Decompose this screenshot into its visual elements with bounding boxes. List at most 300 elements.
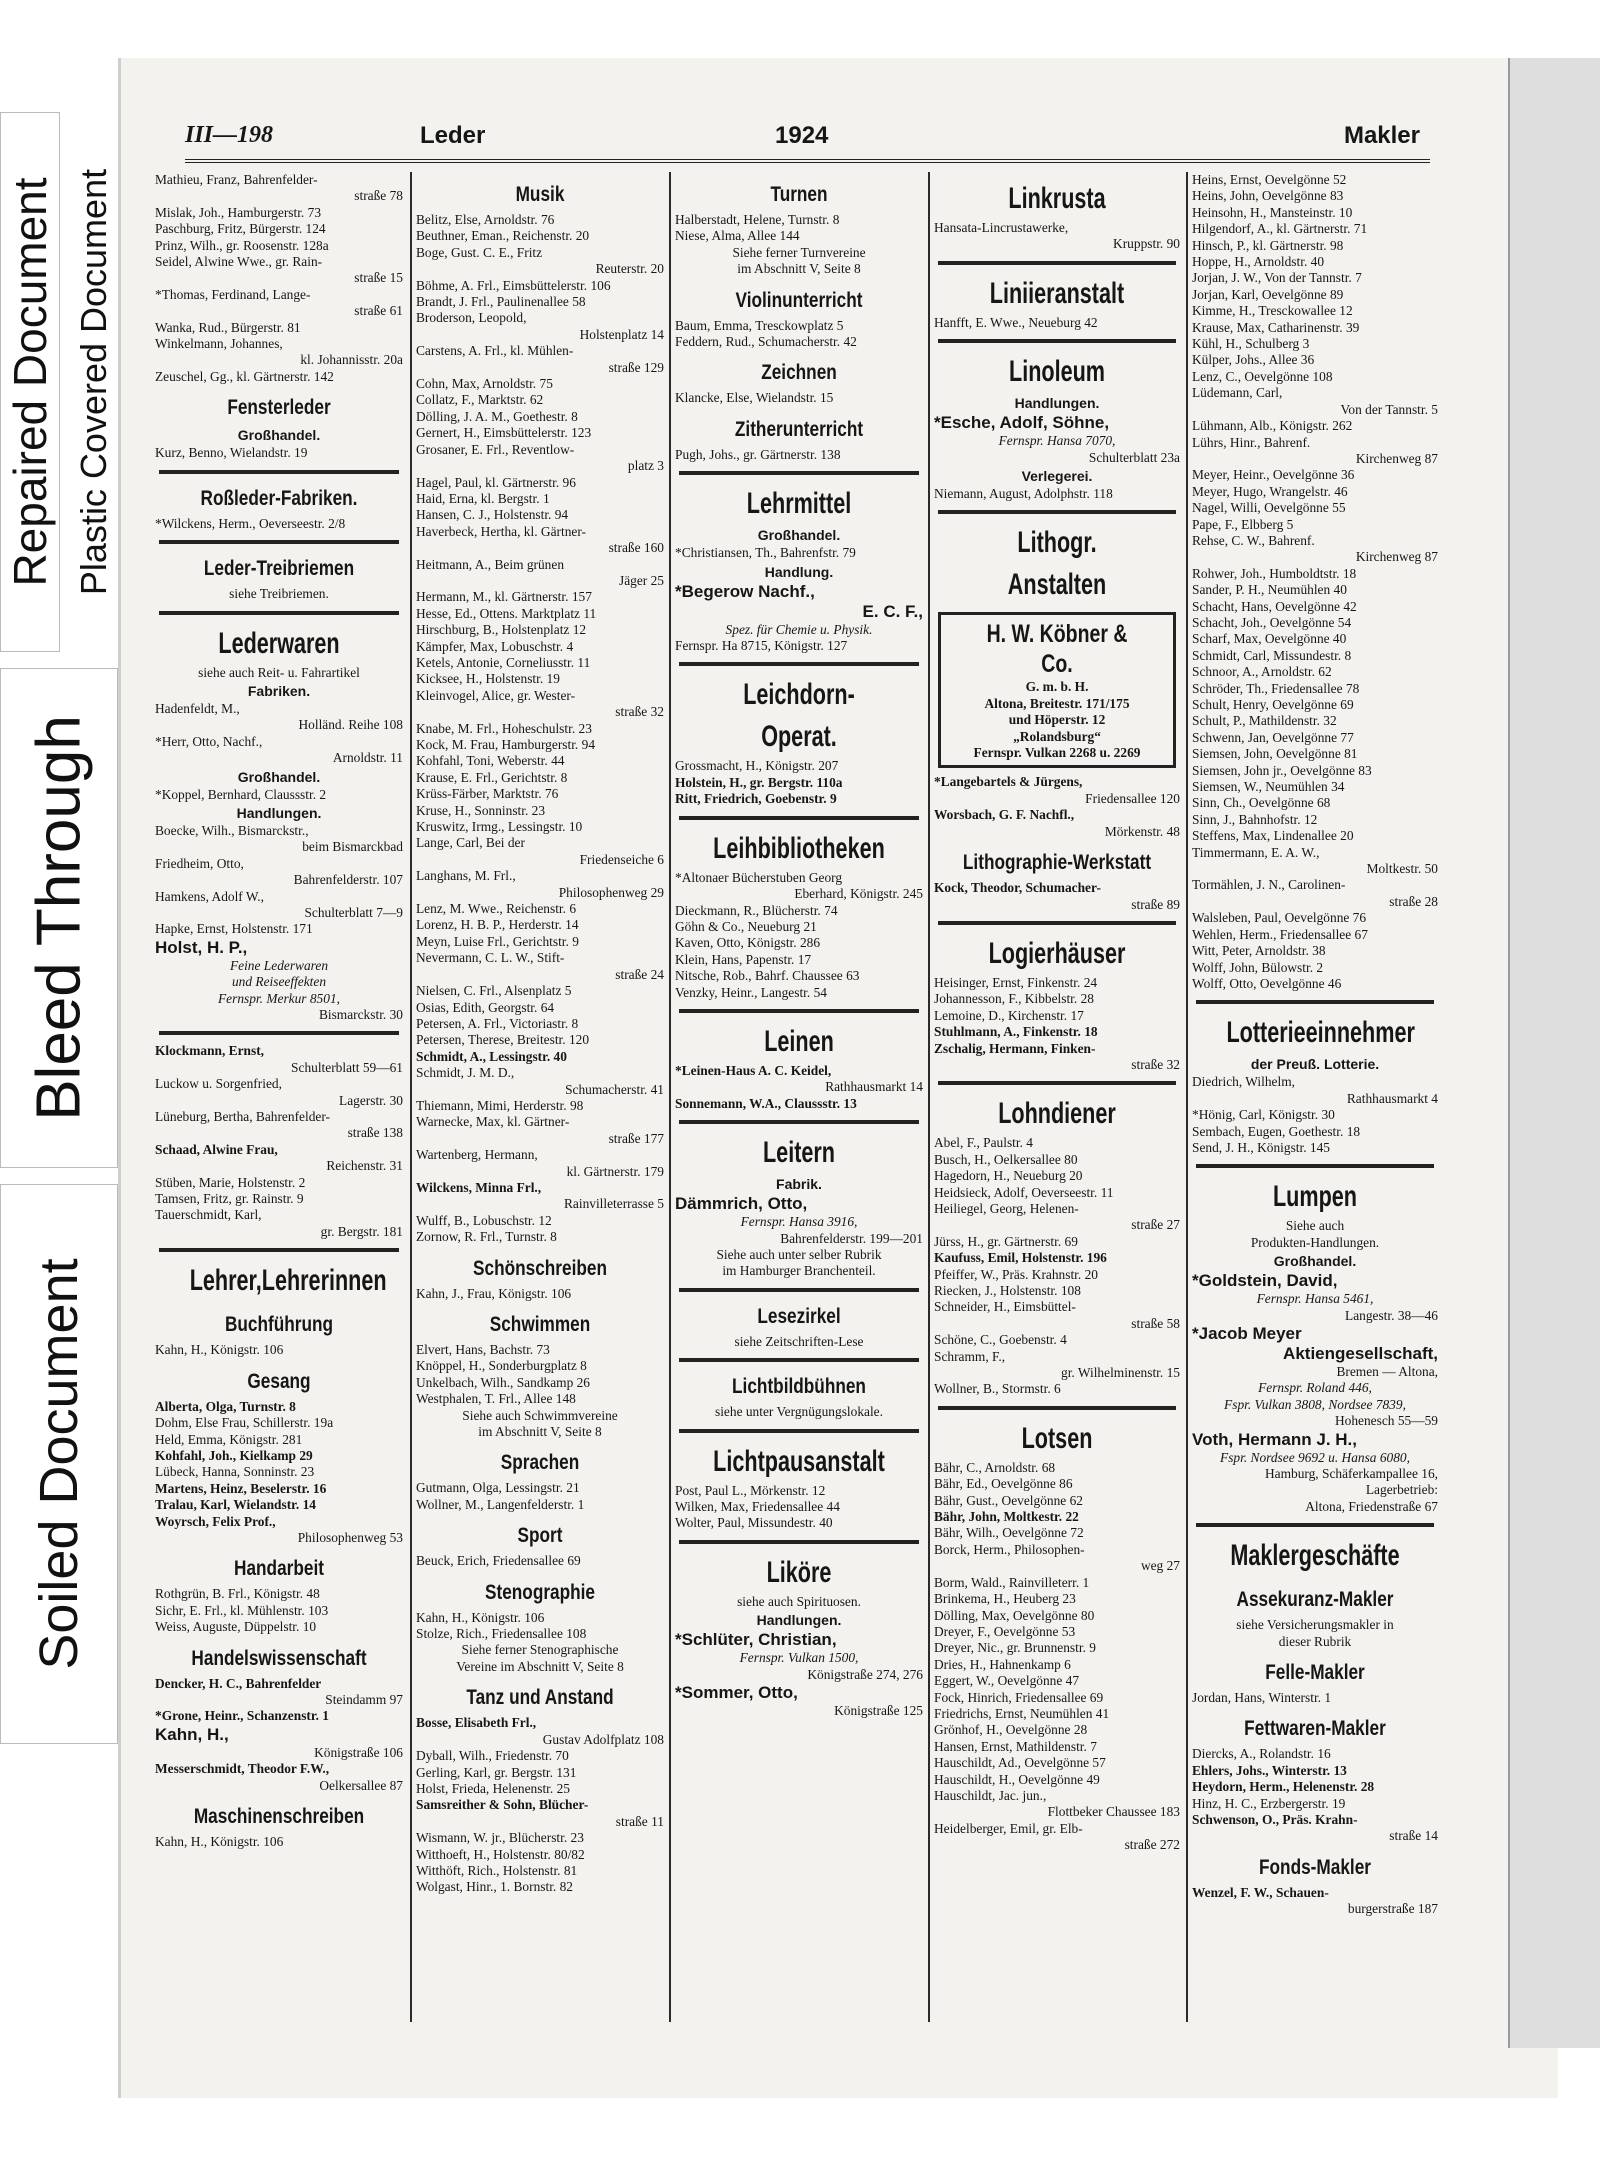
- listing-line-bold: *Langebartels & Jürgens,: [934, 774, 1083, 790]
- listing-continuation: straße 15: [354, 270, 403, 286]
- listing-line: Wollner, M., Langenfelderstr. 1: [416, 1496, 585, 1512]
- listing-line: Witt, Peter, Arnoldstr. 38: [1192, 943, 1326, 959]
- listing-line: Lenz, M. Wwe., Reichenstr. 6: [416, 901, 577, 917]
- listing-line: Nielsen, C. Frl., Alsenplatz 5: [416, 983, 572, 999]
- adjacent-page-edge: [1508, 58, 1600, 2048]
- listing-line: Bähr, Gust., Oevelgönne 62: [934, 1492, 1083, 1508]
- listing-line: Lührs, Hinr., Bahrenf.: [1192, 434, 1311, 450]
- listing-line-bold: Messerschmidt, Theodor F.W.,: [155, 1761, 330, 1777]
- advertisement-line: G. m. b. H.: [1025, 679, 1089, 695]
- column-1: [155, 172, 403, 2024]
- listing-line-bold: Stuhlmann, A., Finkenstr. 18: [934, 1024, 1098, 1040]
- listing-continuation: straße 27: [1131, 1217, 1180, 1233]
- section-heading: Linkrusta: [1008, 182, 1106, 215]
- listing-line: Krause, E. Frl., Gerichtstr. 8: [416, 769, 568, 785]
- section-heading: Lohndiener: [998, 1097, 1116, 1131]
- advertisement-box: [938, 612, 1176, 768]
- listing-line: Gerling, Karl, gr. Bergstr. 131: [416, 1764, 577, 1780]
- section-rule: [679, 662, 919, 666]
- listing-line: Schneider, H., Eimsbüttel-: [934, 1299, 1076, 1315]
- listing-line-bold: *Leinen-Haus A. C. Keidel,: [675, 1062, 832, 1078]
- listing-line: Niemann, August, Adolphstr. 118: [934, 486, 1113, 502]
- note-line: siehe Versicherungsmakler in: [1236, 1617, 1394, 1633]
- listing-line-bold: Tralau, Karl, Wielandstr. 14: [155, 1497, 316, 1513]
- section-heading: Zeichnen: [761, 361, 837, 385]
- subsection-heading: Großhandel.: [757, 527, 841, 544]
- section-heading: Lesezirkel: [757, 1304, 841, 1328]
- listing-line: Diercks, A., Rolandstr. 16: [1192, 1746, 1331, 1762]
- section-rule: [938, 339, 1176, 343]
- header-first-keyword: Leder: [420, 122, 486, 149]
- listing-line: Dölling, Max, Oevelgönne 80: [934, 1607, 1095, 1623]
- subsection-heading: Handlungen.: [236, 804, 322, 821]
- section-rule: [679, 1288, 919, 1292]
- listing-line: Sander, P. H., Neumühlen 40: [1192, 582, 1347, 598]
- listing-line: *Christiansen, Th., Bahrenfstr. 79: [675, 545, 856, 561]
- subsection-heading: Handlungen.: [1014, 395, 1100, 412]
- listing-line: Feddern, Rud., Schumacherstr. 42: [675, 334, 857, 350]
- listing-line: Broderson, Leopold,: [416, 310, 527, 326]
- listing-line: Grossmacht, H., Königstr. 207: [675, 758, 839, 774]
- listing-line: Schramm, F.,: [934, 1348, 1006, 1364]
- listing-continuation: straße 32: [1131, 1056, 1180, 1072]
- column-rule: [410, 172, 412, 2022]
- section-heading: Buchführung: [224, 1313, 334, 1337]
- listing-line: Kaven, Otto, Königstr. 286: [675, 935, 821, 951]
- listing-continuation: Kirchenweg 87: [1355, 450, 1438, 466]
- listing-line: Unkelbach, Wilh., Sandkamp 26: [416, 1374, 591, 1390]
- listing-continuation: Langestr. 38—46: [1345, 1307, 1438, 1323]
- listing-continuation: Oelkersallee 87: [319, 1777, 403, 1793]
- advert-name: *Goldstein, David,: [1192, 1271, 1338, 1291]
- listing-line: Grönhof, H., Oevelgönne 28: [934, 1722, 1088, 1738]
- section-rule: [159, 1031, 399, 1035]
- listing-line: Riecken, J., Holstenstr. 108: [934, 1283, 1081, 1298]
- listing-line: Westphalen, T. Frl., Allee 148: [416, 1391, 576, 1407]
- section-heading: Roßleder-Fabriken.: [200, 486, 358, 510]
- advert-name: Aktiengesellschaft,: [1283, 1343, 1438, 1363]
- listing-line: Hansen, Ernst, Mathildenstr. 7: [934, 1738, 1097, 1754]
- listing-line: Busch, H., Oelkersallee 80: [934, 1151, 1078, 1167]
- listing-line: Osias, Edith, Georgstr. 64: [416, 999, 555, 1015]
- listing-line-bold: Bähr, John, Moltkestr. 22: [934, 1509, 1079, 1525]
- listing-line: Zeuschel, Gg., kl. Gärtnerstr. 142: [155, 368, 334, 384]
- listing-line: Krüss-Färber, Marktstr. 76: [416, 786, 559, 802]
- advert-note: Fernspr. Hansa 5461,: [1256, 1291, 1374, 1307]
- listing-line: Fock, Hinrich, Friedensallee 69: [934, 1689, 1104, 1705]
- listing-continuation: Philosophenweg 29: [558, 884, 664, 900]
- listing-line: Hirschburg, B., Holstenplatz 12: [416, 622, 587, 638]
- listing-continuation: Kruppstr. 90: [1113, 236, 1180, 252]
- section-heading: Leitern: [762, 1136, 836, 1170]
- advert-note: Fernspr. Roland 446,: [1258, 1380, 1372, 1396]
- note-line: im Hamburger Branchenteil.: [722, 1263, 876, 1279]
- listing-line: Hansata-Lincrustawerke,: [934, 220, 1069, 235]
- listing-line: Niese, Alma, Allee 144: [675, 228, 800, 244]
- section-heading: Sprachen: [500, 1451, 580, 1475]
- advert-note: Fernspr. Hansa 7070,: [998, 433, 1116, 449]
- listing-line: Lange, Carl, Bei der: [416, 835, 525, 851]
- listing-line: *Hönig, Carl, Königstr. 30: [1192, 1107, 1335, 1123]
- listing-line: Hagel, Paul, kl. Gärtnerstr. 96: [416, 474, 576, 490]
- listing-line: Venzky, Heinr., Langestr. 54: [675, 984, 827, 1000]
- advert-name: E. C. F.,: [862, 601, 923, 621]
- listing-line: Pape, F., Elbberg 5: [1192, 516, 1294, 532]
- advert-name: *Esche, Adolf, Söhne,: [934, 413, 1110, 433]
- advertisement-line: Fernspr. Vulkan 2268 u. 2269: [973, 745, 1141, 761]
- listing-line: Lemoine, D., Kirchenstr. 17: [934, 1007, 1084, 1023]
- listing-line-bold: Wenzel, F. W., Schauen-: [1192, 1884, 1329, 1900]
- listing-line: Kruswitz, Irmg., Lessingstr. 10: [416, 819, 583, 835]
- section-rule: [1196, 1000, 1434, 1004]
- listing-continuation: Mörkenstr. 48: [1104, 823, 1180, 839]
- section-rule: [938, 921, 1176, 925]
- listing-line: Walsleben, Paul, Oevelgönne 76: [1192, 910, 1367, 926]
- listing-line: Heidsieck, Adolf, Oeverseestr. 11: [934, 1184, 1114, 1200]
- section-heading: Fettwaren-Makler: [1244, 1717, 1386, 1741]
- listing-line: Tamsen, Fritz, gr. Rainstr. 9: [155, 1191, 304, 1207]
- section-heading: Logierhäuser: [988, 936, 1126, 970]
- note-line: Vereine im Abschnitt V, Seite 8: [456, 1658, 624, 1674]
- listing-continuation: gr. Bergstr. 181: [320, 1223, 403, 1239]
- listing-line: Hauschildt, H., Oevelgönne 49: [934, 1771, 1100, 1787]
- listing-continuation: Hohenesch 55—59: [1334, 1413, 1438, 1429]
- listing-continuation: Königstraße 274, 276: [807, 1666, 923, 1682]
- section-rule: [679, 816, 919, 820]
- listing-line: Witthöft, Rich., Holstenstr. 81: [416, 1862, 578, 1878]
- section-heading: Lotsen: [1021, 1421, 1093, 1455]
- listing-line: Paschburg, Fritz, Bürgerstr. 124: [155, 221, 326, 237]
- listing-line: Boge, Gust. C. E., Fritz: [416, 244, 543, 260]
- listing-line: Post, Paul L., Mörkenstr. 12: [675, 1482, 826, 1498]
- listing-line: Friedrichs, Ernst, Neumühlen 41: [934, 1705, 1110, 1721]
- listing-line: Külper, Johs., Allee 36: [1192, 352, 1315, 368]
- listing-continuation: straße 138: [347, 1125, 403, 1141]
- listing-line: Knöppel, H., Sonderburgplatz 8: [416, 1358, 587, 1374]
- listing-line: Wolter, Paul, Missundestr. 40: [675, 1515, 833, 1531]
- listing-line: Göhn & Co., Neueburg 21: [675, 918, 817, 934]
- listing-line-bold: Ehlers, Johs., Winterstr. 13: [1192, 1762, 1347, 1778]
- column-3: [675, 172, 923, 2024]
- listing-line: Haid, Erna, kl. Bergstr. 1: [416, 490, 550, 506]
- section-heading: Assekuranz-Makler: [1236, 1588, 1394, 1612]
- section-heading: Lehrer,Lehrerinnen: [189, 1264, 387, 1298]
- listing-line: Kahn, J., Frau, Königstr. 106: [416, 1285, 572, 1301]
- advert-name: Dämmrich, Otto,: [675, 1194, 808, 1214]
- listing-line: Brandt, J. Frl., Paulinenallee 58: [416, 294, 586, 310]
- listing-line: Hermann, M., kl. Gärtnerstr. 157: [416, 589, 592, 605]
- listing-line: Wolff, Otto, Oevelgönne 46: [1192, 975, 1342, 991]
- listing-continuation: straße 89: [1131, 896, 1180, 912]
- section-heading: Lotterieeinnehmer: [1226, 1016, 1415, 1050]
- listing-line: Kicksee, H., Holstenstr. 19: [416, 671, 560, 687]
- advert-name: *Sommer, Otto,: [675, 1683, 798, 1703]
- listing-line: Jürss, H., gr. Gärtnerstr. 69: [934, 1233, 1078, 1249]
- listing-line: Lüneburg, Bertha, Bahrenfelder-: [155, 1109, 330, 1125]
- listing-continuation: Reichenstr. 31: [326, 1158, 403, 1174]
- listing-continuation: straße 78: [354, 188, 403, 204]
- listing-line: Cohn, Max, Arnoldstr. 75: [416, 376, 553, 392]
- section-heading: Schwimmen: [489, 1313, 591, 1336]
- listing-line: Diedrich, Wilhelm,: [1192, 1074, 1295, 1090]
- listing-continuation: weg 27: [1140, 1558, 1180, 1574]
- running-header: [185, 118, 1430, 163]
- listing-line-bold: Worsbach, G. F. Nachfl.,: [934, 807, 1075, 823]
- listing-line: Lüdemann, Carl,: [1192, 385, 1283, 401]
- listing-line: Fernspr. Ha 8715, Königstr. 127: [675, 638, 848, 654]
- listing-line: Hanfft, E. Wwe., Neueburg 42: [934, 314, 1098, 330]
- section-rule: [679, 1009, 919, 1013]
- listing-continuation: Friedenseiche 6: [579, 851, 664, 867]
- listing-continuation: Schulterblatt 23a: [1088, 449, 1180, 465]
- listing-line: Pugh, Johs., gr. Gärtnerstr. 138: [675, 446, 841, 462]
- listing-line: Lorenz, H. B. P., Herderstr. 14: [416, 917, 579, 933]
- note-line: siehe auch Spirituosen.: [737, 1593, 861, 1609]
- section-rule: [679, 1540, 919, 1544]
- advert-name: Kahn, H.,: [155, 1724, 229, 1744]
- listing-continuation: Holstenplatz 14: [579, 326, 664, 342]
- listing-line: Heiliegel, Georg, Helenen-: [934, 1200, 1079, 1216]
- listing-line: Borck, Herm., Philosophen-: [934, 1541, 1085, 1557]
- listing-line: Wulff, B., Lobuschstr. 12: [416, 1212, 552, 1228]
- listing-continuation: Schulterblatt 59—61: [291, 1059, 403, 1075]
- section-heading: Musik: [515, 183, 565, 206]
- listing-line: Hauschildt, Jac. jun.,: [934, 1787, 1047, 1803]
- section-heading: Turnen: [770, 183, 828, 206]
- section-rule: [938, 510, 1176, 514]
- listing-line: Dohm, Else Frau, Schillerstr. 19a: [155, 1415, 334, 1431]
- listing-line: Wehlen, Herm., Friedensallee 67: [1192, 926, 1368, 942]
- listing-continuation: gr. Wilhelminenstr. 15: [1061, 1365, 1180, 1381]
- listing-line: Lenz, C., Oevelgönne 108: [1192, 368, 1333, 384]
- listing-continuation: straße 24: [615, 966, 664, 982]
- subsection-heading: Großhandel.: [237, 427, 321, 444]
- section-heading: Tanz und Anstand: [466, 1686, 614, 1710]
- listing-line-bold: Sonnemann, W.A., Claussstr. 13: [675, 1095, 857, 1111]
- subsection-heading: Großhandel.: [237, 768, 321, 785]
- listing-line: Gutmann, Olga, Lessingstr. 21: [416, 1480, 580, 1496]
- listing-line: Hinz, H. C., Erzbergerstr. 19: [1192, 1795, 1346, 1811]
- listing-line: Baum, Emma, Tresckowplatz 5: [675, 317, 844, 333]
- listing-continuation: Schumacherstr. 41: [565, 1081, 664, 1097]
- listing-line-bold: Bosse, Elisabeth Frl.,: [416, 1715, 537, 1731]
- listing-line: Siemsen, John jr., Oevelgönne 83: [1192, 762, 1372, 778]
- advertisement-line: „Rolandsburg“: [1013, 728, 1101, 744]
- listing-line: Heisinger, Ernst, Finkenstr. 24: [934, 974, 1098, 990]
- listing-line: Hoppe, H., Arnoldstr. 40: [1192, 254, 1325, 270]
- listing-line: Krause, Max, Catharinenstr. 39: [1192, 319, 1360, 335]
- listing-line: Jorjan, Karl, Oevelgönne 89: [1192, 286, 1344, 302]
- listing-line: Heins, Ernst, Oevelgönne 52: [1192, 172, 1347, 187]
- listing-line: Dreyer, F., Oevelgönne 53: [934, 1623, 1076, 1639]
- listing-line: *Koppel, Bernhard, Claussstr. 2: [155, 786, 327, 802]
- listing-line: Sichr, E. Frl., kl. Mühlenstr. 103: [155, 1602, 329, 1618]
- section-rule: [159, 1248, 399, 1252]
- advert-name: Holst, H. P.,: [155, 937, 248, 957]
- section-rule: [679, 471, 919, 475]
- listing-continuation: Kirchenweg 87: [1355, 549, 1438, 565]
- section-heading: Maklergeschäfte: [1230, 1539, 1400, 1573]
- listing-line: Klancke, Else, Wielandstr. 15: [675, 390, 834, 406]
- listing-continuation: kl. Gärtnerstr. 179: [566, 1163, 664, 1179]
- listing-line: Kahn, H., Königstr. 106: [416, 1609, 545, 1625]
- listing-continuation: Bahrenfelderstr. 199—201: [780, 1230, 923, 1246]
- listing-line: *Wilckens, Herm., Oeverseestr. 2/8: [155, 515, 346, 531]
- listing-line-bold: Klockmann, Ernst,: [155, 1043, 265, 1059]
- listing-line: Hagedorn, H., Neueburg 20: [934, 1168, 1083, 1184]
- listing-line: Schacht, Joh., Oevelgönne 54: [1192, 614, 1352, 630]
- listing-line: Siemsen, W., Neumühlen 34: [1192, 779, 1345, 795]
- subsection-heading: der Preuß. Lotterie.: [1250, 1056, 1380, 1073]
- listing-continuation: Lagerstr. 30: [339, 1092, 403, 1108]
- listing-continuation: straße 129: [608, 359, 664, 375]
- listing-continuation: Moltkestr. 50: [1366, 861, 1438, 877]
- listing-line: Wollner, B., Stormstr. 6: [934, 1381, 1061, 1397]
- listing-line: Kahn, H., Königstr. 106: [155, 1342, 284, 1358]
- listing-line: Gernert, H., Eimsbüttelerstr. 123: [416, 425, 592, 441]
- section-heading: Handarbeit: [234, 1557, 324, 1581]
- listing-line: Kämpfer, Max, Lobuschstr. 4: [416, 638, 574, 654]
- listing-line: *Thomas, Ferdinand, Lange-: [155, 286, 311, 302]
- listing-line: Sinn, Ch., Oevelgönne 68: [1192, 795, 1331, 811]
- listing-line: *Herr, Otto, Nachf.,: [155, 733, 263, 749]
- subsection-heading: Handlung.: [764, 563, 834, 580]
- section-rule: [679, 1120, 919, 1124]
- listing-line-bold: Woyrsch, Felix Prof.,: [155, 1513, 276, 1529]
- column-rule: [928, 172, 930, 2022]
- section-heading: Stenographie: [484, 1580, 596, 1604]
- listing-line: Heins, John, Oevelgönne 83: [1192, 188, 1344, 204]
- advert-name: *Begerow Nachf.,: [675, 581, 815, 601]
- listing-line: Schwenn, Jan, Oevelgönne 77: [1192, 729, 1354, 745]
- listing-line: Steffens, Max, Lindenallee 20: [1192, 828, 1354, 844]
- listing-line-bold: Kaufuss, Emil, Holstenstr. 196: [934, 1250, 1107, 1266]
- listing-continuation: straße 272: [1124, 1837, 1180, 1853]
- listing-line: Weiss, Auguste, Düppelstr. 10: [155, 1619, 317, 1635]
- listing-line-bold: Kohfahl, Joh., Kielkamp 29: [155, 1447, 313, 1463]
- listing-continuation: Rainvilleterrasse 5: [563, 1196, 664, 1212]
- listing-line: Rothgrün, B. Frl., Königstr. 48: [155, 1586, 320, 1602]
- section-heading: Schönschreiben: [473, 1256, 607, 1280]
- listing-continuation: straße 28: [1389, 893, 1438, 909]
- listing-line: Heidelberger, Emil, gr. Elb-: [934, 1820, 1083, 1836]
- section-heading: Lederwaren: [218, 626, 340, 660]
- advert-name: Voth, Hermann J. H.,: [1192, 1429, 1357, 1449]
- listing-line: Heitmann, A., Beim grünen: [416, 556, 565, 572]
- stamp-soiled-document: Soiled Document: [0, 1184, 118, 1744]
- section-heading: Sport: [517, 1524, 563, 1548]
- listing-line: Stüben, Marie, Holstenstr. 2: [155, 1174, 306, 1190]
- listing-continuation: Holländ. Reihe 108: [298, 717, 403, 733]
- section-rule: [159, 470, 399, 474]
- note-line: siehe auch Reit- u. Fahrartikel: [198, 664, 360, 680]
- advert-note: und Reiseeffekten: [231, 974, 327, 990]
- listing-continuation: straße 58: [1131, 1315, 1180, 1331]
- note-line: Siehe ferner Turnvereine: [732, 244, 866, 260]
- listing-line: Schmidt, Carl, Missundestr. 8: [1192, 647, 1352, 663]
- listing-line: Luckow u. Sorgenfried,: [155, 1076, 282, 1092]
- stamp-bleed-through: Bleed Through: [0, 668, 118, 1168]
- listing-line: Wolgast, Hinr., 1. Bornstr. 82: [416, 1879, 574, 1895]
- advert-name: *Schlüter, Christian,: [675, 1630, 837, 1650]
- listing-continuation: Steindamm 97: [325, 1691, 403, 1707]
- listing-line: Brinkema, H., Heuberg 23: [934, 1591, 1076, 1607]
- section-rule: [938, 261, 1176, 265]
- listing-line: Rohwer, Joh., Humboldtstr. 18: [1192, 565, 1357, 581]
- listing-line: Hapke, Ernst, Holstenstr. 171: [155, 921, 313, 937]
- listing-line: Borm, Wald., Rainvilleterr. 1: [934, 1574, 1090, 1590]
- listing-line: Lübeck, Hanna, Sonninstr. 23: [155, 1464, 315, 1480]
- listing-line: Kimme, H., Tresckowallee 12: [1192, 303, 1353, 319]
- listing-line: Meyer, Hugo, Wrangelstr. 46: [1192, 483, 1348, 499]
- advertisement-line: und Höperstr. 12: [1008, 712, 1106, 728]
- listing-line: Dries, H., Hahnenkamp 6: [934, 1656, 1071, 1672]
- listing-line: Tormählen, J. N., Carolinen-: [1192, 877, 1346, 893]
- listing-line: Bähr, Wilh., Oevelgönne 72: [934, 1525, 1084, 1541]
- listing-line-bold: Heydorn, Herm., Helenenstr. 28: [1192, 1779, 1375, 1795]
- listing-line: Collatz, F., Marktstr. 62: [416, 392, 544, 408]
- note-line: Siehe auch Schwimmvereine: [462, 1407, 618, 1423]
- listing-line: Holst, Frieda, Helenenstr. 25: [416, 1780, 570, 1796]
- advert-name: *Jacob Meyer: [1192, 1323, 1302, 1343]
- listing-line: Elvert, Hans, Bachstr. 73: [416, 1342, 550, 1357]
- listing-line-bold: *Grone, Heinr., Schanzenstr. 1: [155, 1708, 329, 1724]
- advert-note: Spez. für Chemie u. Physik.: [725, 621, 873, 637]
- listing-line: Carstens, A. Frl., kl. Mühlen-: [416, 343, 574, 359]
- listing-line: Nagel, Willi, Oevelgönne 55: [1192, 500, 1346, 516]
- note-line: dieser Rubrik: [1278, 1633, 1352, 1649]
- listing-line: Tauerschmidt, Karl,: [155, 1207, 262, 1223]
- listing-line: Scharf, Max, Oevelgönne 40: [1192, 631, 1347, 647]
- section-rule: [1196, 1523, 1434, 1527]
- listing-continuation: Bismarckstr. 30: [318, 1007, 403, 1022]
- advert-note: Fernspr. Merkur 8501,: [218, 990, 340, 1006]
- listing-continuation: straße 14: [1389, 1828, 1438, 1844]
- listing-continuation: burgerstraße 187: [1347, 1901, 1438, 1917]
- listing-line: Grosaner, E. Frl., Reventlow-: [416, 441, 575, 457]
- listing-line: Hilgendorf, A., kl. Gärtnerstr. 71: [1192, 221, 1368, 237]
- listing-line: Knabe, M. Frl., Hoheschulstr. 23: [416, 720, 592, 736]
- note-line: siehe Treibriemen.: [229, 586, 329, 602]
- listing-line: Böhme, A. Frl., Eimsbüttelerstr. 106: [416, 277, 611, 293]
- subsection-heading: Großhandel.: [1273, 1253, 1357, 1270]
- listing-line: Nitsche, Rob., Bahrf. Chaussee 63: [675, 968, 860, 984]
- section-rule: [679, 1358, 919, 1362]
- listing-line: Langhans, M. Frl.,: [416, 868, 516, 884]
- listing-line: Hauschildt, Ad., Oevelgönne 57: [934, 1755, 1106, 1771]
- listing-line: Pfeiffer, W., Präs. Krahnstr. 20: [934, 1266, 1098, 1282]
- section-heading: Lichtbildbühnen: [732, 1375, 866, 1399]
- section-rule: [938, 1081, 1176, 1085]
- section-heading: Lichtpausanstalt: [713, 1444, 885, 1478]
- note-line: Siehe ferner Stenographische: [461, 1642, 619, 1658]
- subsection-heading: Fabriken.: [247, 682, 311, 699]
- listing-line: Petersen, A. Frl., Victoriastr. 8: [416, 1015, 579, 1031]
- listing-line: Hansen, C. J., Holstenstr. 94: [416, 507, 569, 523]
- listing-line-bold: Zschalig, Hermann, Finken-: [934, 1040, 1096, 1056]
- listing-line: Schöne, C., Goebenstr. 4: [934, 1332, 1067, 1348]
- listing-line: Wismann, W. jr., Blücherstr. 23: [416, 1830, 584, 1846]
- listing-line: Witthoeft, H., Holstenstr. 80/82: [416, 1846, 585, 1862]
- listing-line: Kühl, H., Schulberg 3: [1192, 336, 1310, 352]
- section-rule: [679, 1429, 919, 1433]
- listing-line: Hamkens, Adolf W.,: [155, 888, 264, 904]
- listing-continuation: Philosophenweg 53: [297, 1529, 403, 1545]
- note-line: Produkten-Handlungen.: [1250, 1234, 1380, 1250]
- note-line: Siehe auch unter selber Rubrik: [716, 1246, 882, 1262]
- note-line: Siehe auch: [1285, 1218, 1345, 1234]
- listing-line: Hesse, Ed., Ottens. Marktplatz 11: [416, 605, 597, 621]
